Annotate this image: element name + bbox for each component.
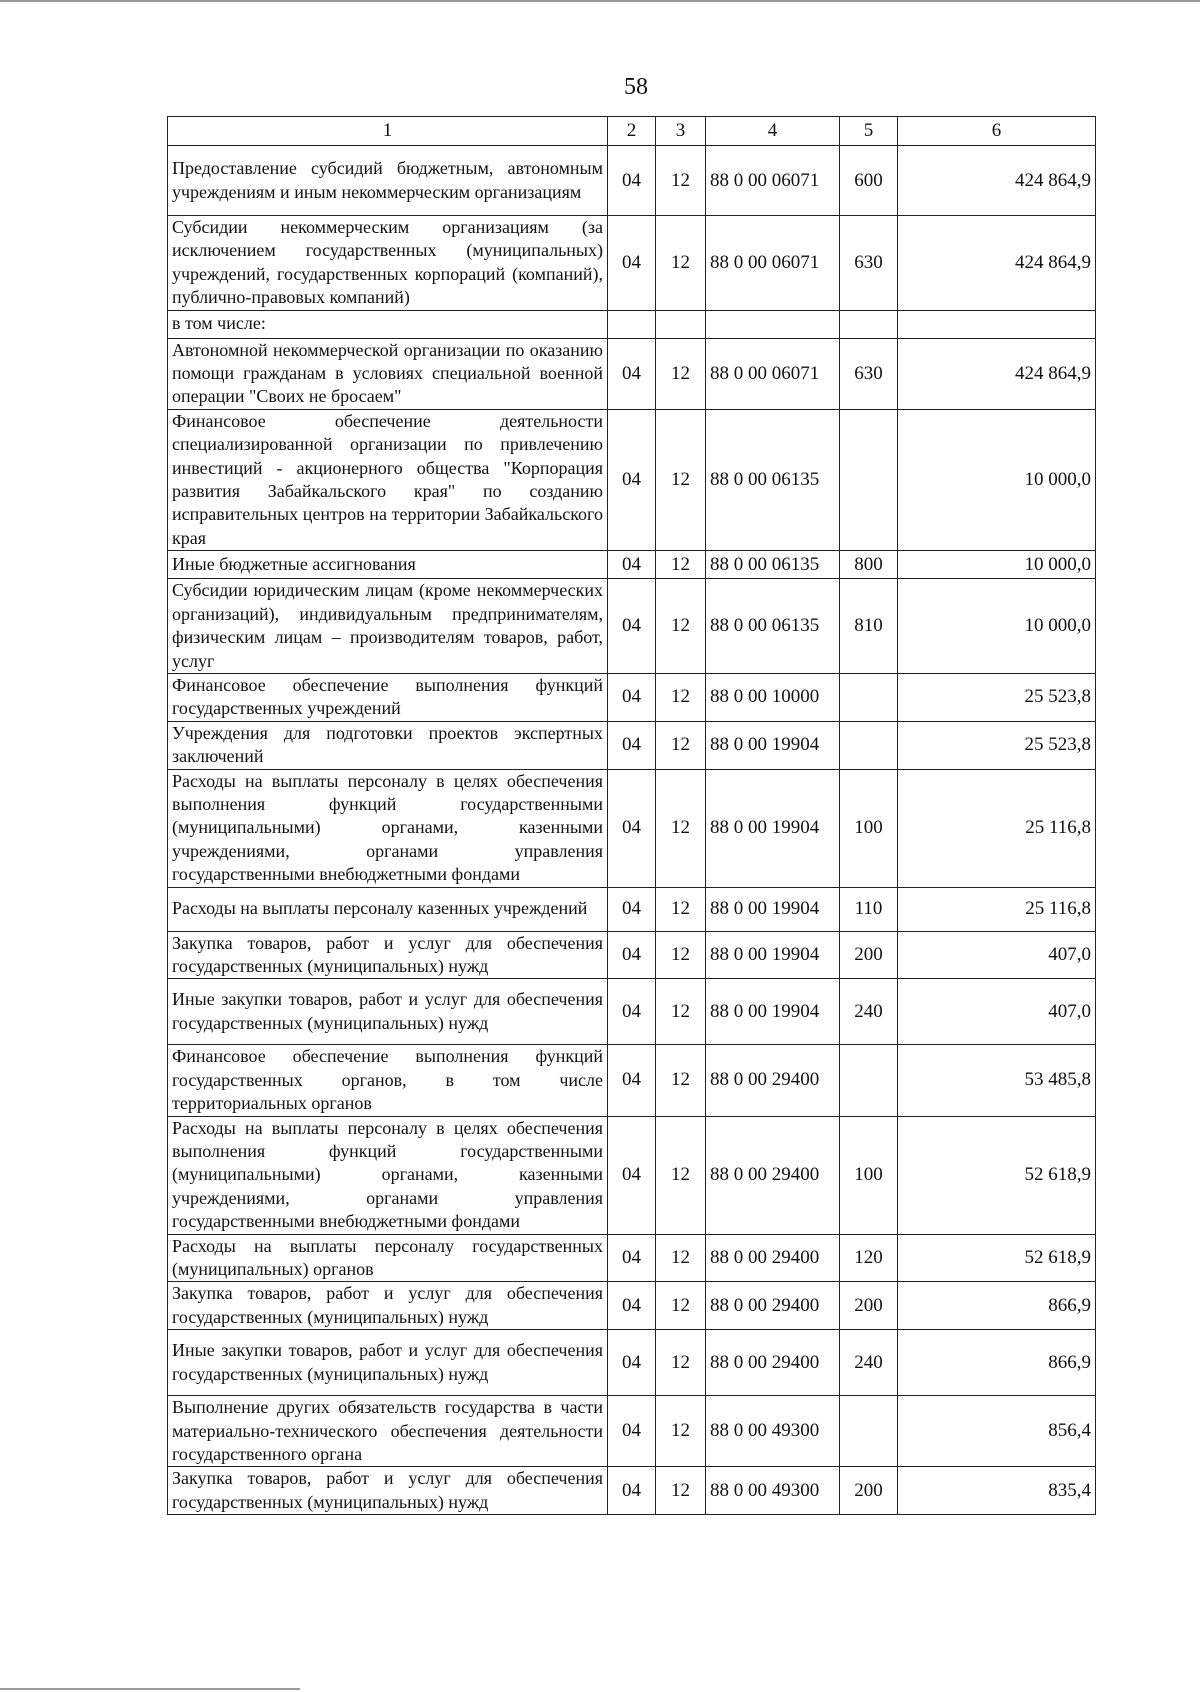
row-target-article: 88 0 00 29400 — [706, 1234, 840, 1282]
header-col-1: 1 — [168, 117, 608, 146]
row-target-article: 88 0 00 06071 — [706, 146, 840, 216]
table-row — [168, 551, 1096, 579]
row-section: 04 — [608, 769, 656, 887]
table-row — [168, 1330, 1096, 1396]
row-section — [608, 310, 656, 338]
budget-table — [167, 116, 1096, 1515]
row-subsection: 12 — [656, 216, 706, 311]
row-expense-type: 200 — [840, 1467, 898, 1515]
row-subsection: 12 — [656, 551, 706, 579]
row-target-article: 88 0 00 19904 — [706, 887, 840, 931]
row-subsection: 12 — [656, 409, 706, 550]
row-name: Иные закупки товаров, работ и услуг для обеспечения государственных (муниципальных) нужд — [168, 1330, 608, 1396]
row-amount: 10 000,0 — [898, 551, 1096, 579]
table-row — [168, 1234, 1096, 1282]
table-row — [168, 931, 1096, 979]
table-row — [168, 1045, 1096, 1116]
row-amount: 407,0 — [898, 931, 1096, 979]
row-expense-type: 200 — [840, 1282, 898, 1330]
row-name: Закупка товаров, работ и услуг для обеспечения государственных (муниципальных) нужд — [168, 1282, 608, 1330]
row-expense-type: 240 — [840, 979, 898, 1045]
row-expense-type: 600 — [840, 146, 898, 216]
row-name: Расходы на выплаты персоналу в целях обеспечения выполнения функций государственными (муниципальными) органами, казенными учреждениями, органами управления государственными внебюджетными фондами — [168, 769, 608, 887]
row-section: 04 — [608, 1282, 656, 1330]
row-expense-type — [840, 673, 898, 721]
header-col-5: 5 — [840, 117, 898, 146]
row-name: Финансовое обеспечение выполнения функций государственных органов, в том числе территориальных органов — [168, 1045, 608, 1116]
table-row — [168, 146, 1096, 216]
table-row — [168, 1282, 1096, 1330]
row-name: Выполнение других обязательств государства в части материально-технического обеспечения деятельности государственного органа — [168, 1396, 608, 1467]
row-expense-type — [840, 1045, 898, 1116]
row-name: Расходы на выплаты персоналу казенных учреждений — [168, 887, 608, 931]
row-target-article: 88 0 00 49300 — [706, 1467, 840, 1515]
row-amount: 52 618,9 — [898, 1234, 1096, 1282]
row-subsection: 12 — [656, 1234, 706, 1282]
row-section: 04 — [608, 1330, 656, 1396]
row-target-article: 88 0 00 29400 — [706, 1330, 840, 1396]
row-amount: 424 864,9 — [898, 146, 1096, 216]
row-expense-type: 110 — [840, 887, 898, 931]
row-amount: 866,9 — [898, 1330, 1096, 1396]
row-target-article: 88 0 00 06071 — [706, 216, 840, 311]
row-expense-type: 630 — [840, 338, 898, 409]
row-section: 04 — [608, 338, 656, 409]
table-row — [168, 673, 1096, 721]
row-section: 04 — [608, 409, 656, 550]
header-col-2: 2 — [608, 117, 656, 146]
row-amount — [898, 310, 1096, 338]
row-section: 04 — [608, 1234, 656, 1282]
row-expense-type — [840, 1396, 898, 1467]
row-subsection: 12 — [656, 1282, 706, 1330]
row-expense-type — [840, 721, 898, 769]
row-expense-type — [840, 310, 898, 338]
row-section: 04 — [608, 551, 656, 579]
table-row — [168, 1396, 1096, 1467]
row-amount: 10 000,0 — [898, 409, 1096, 550]
row-section: 04 — [608, 579, 656, 674]
row-subsection: 12 — [656, 1116, 706, 1234]
row-subsection — [656, 310, 706, 338]
page-number: 58 — [624, 74, 648, 100]
row-target-article: 88 0 00 19904 — [706, 979, 840, 1045]
row-subsection: 12 — [656, 979, 706, 1045]
row-target-article: 88 0 00 10000 — [706, 673, 840, 721]
row-section: 04 — [608, 216, 656, 311]
row-target-article: 88 0 00 19904 — [706, 721, 840, 769]
row-name: Учреждения для подготовки проектов экспертных заключений — [168, 721, 608, 769]
row-name: Закупка товаров, работ и услуг для обеспечения государственных (муниципальных) нужд — [168, 931, 608, 979]
row-expense-type: 120 — [840, 1234, 898, 1282]
row-name: Расходы на выплаты персоналу в целях обеспечения выполнения функций государственными (муниципальными) органами, казенными учреждениями, органами управления государственными внебюджетными фондами — [168, 1116, 608, 1234]
row-subsection: 12 — [656, 1330, 706, 1396]
scan-edge-top — [0, 0, 1200, 2]
row-target-article: 88 0 00 06135 — [706, 409, 840, 550]
row-subsection: 12 — [656, 931, 706, 979]
row-amount: 53 485,8 — [898, 1045, 1096, 1116]
row-name: Иные бюджетные ассигнования — [168, 551, 608, 579]
row-section: 04 — [608, 887, 656, 931]
row-subsection: 12 — [656, 579, 706, 674]
row-amount: 424 864,9 — [898, 216, 1096, 311]
row-amount: 407,0 — [898, 979, 1096, 1045]
table-row — [168, 721, 1096, 769]
row-expense-type: 630 — [840, 216, 898, 311]
table-row — [168, 769, 1096, 887]
row-target-article: 88 0 00 49300 — [706, 1396, 840, 1467]
row-subsection: 12 — [656, 1467, 706, 1515]
row-name: Субсидии некоммерческим организациям (за исключением государственных (муниципальных) учреждений, государственных корпораций (компаний), публично-правовых компаний) — [168, 216, 608, 311]
row-name: Предоставление субсидий бюджетным, автономным учреждениям и иным некоммерческим организациям — [168, 146, 608, 216]
row-amount: 856,4 — [898, 1396, 1096, 1467]
table-row — [168, 1467, 1096, 1515]
row-target-article: 88 0 00 29400 — [706, 1045, 840, 1116]
row-section: 04 — [608, 1467, 656, 1515]
header-col-3: 3 — [656, 117, 706, 146]
row-subsection: 12 — [656, 721, 706, 769]
row-subsection: 12 — [656, 1045, 706, 1116]
header-col-4: 4 — [706, 117, 840, 146]
scan-edge-bottom — [0, 1688, 300, 1690]
table-row — [168, 579, 1096, 674]
row-section: 04 — [608, 721, 656, 769]
row-amount: 52 618,9 — [898, 1116, 1096, 1234]
table-row — [168, 338, 1096, 409]
row-subsection: 12 — [656, 887, 706, 931]
row-name: Расходы на выплаты персоналу государственных (муниципальных) органов — [168, 1234, 608, 1282]
row-expense-type — [840, 409, 898, 550]
row-name: Автономной некоммерческой организации по оказанию помощи гражданам в условиях специальной военной операции "Своих не бросаем" — [168, 338, 608, 409]
table-row — [168, 887, 1096, 931]
row-name: Субсидии юридическим лицам (кроме некоммерческих организаций), индивидуальным предпринимателям, физическим лицам – производителям товаров, работ, услуг — [168, 579, 608, 674]
row-amount: 25 523,8 — [898, 721, 1096, 769]
row-amount: 866,9 — [898, 1282, 1096, 1330]
row-amount: 25 116,8 — [898, 887, 1096, 931]
row-target-article: 88 0 00 29400 — [706, 1116, 840, 1234]
row-name: Закупка товаров, работ и услуг для обеспечения государственных (муниципальных) нужд — [168, 1467, 608, 1515]
row-name: в том числе: — [168, 310, 608, 338]
row-target-article: 88 0 00 06135 — [706, 551, 840, 579]
row-amount: 25 116,8 — [898, 769, 1096, 887]
row-target-article: 88 0 00 19904 — [706, 769, 840, 887]
table-row — [168, 216, 1096, 311]
row-target-article — [706, 310, 840, 338]
table-row — [168, 1116, 1096, 1234]
row-subsection: 12 — [656, 1396, 706, 1467]
row-expense-type: 200 — [840, 931, 898, 979]
row-name: Финансовое обеспечение деятельности специализированной организации по привлечению инвестиций - акционерного общества "Корпорация развития Забайкальского края" по созданию исправительных центров на территории Забайкальского края — [168, 409, 608, 550]
row-expense-type: 800 — [840, 551, 898, 579]
row-amount: 10 000,0 — [898, 579, 1096, 674]
row-target-article: 88 0 00 06135 — [706, 579, 840, 674]
table-row — [168, 979, 1096, 1045]
row-subsection: 12 — [656, 769, 706, 887]
row-section: 04 — [608, 1116, 656, 1234]
row-subsection: 12 — [656, 146, 706, 216]
row-expense-type: 100 — [840, 1116, 898, 1234]
table-row — [168, 409, 1096, 550]
row-target-article: 88 0 00 29400 — [706, 1282, 840, 1330]
row-amount: 25 523,8 — [898, 673, 1096, 721]
row-expense-type: 240 — [840, 1330, 898, 1396]
row-section: 04 — [608, 146, 656, 216]
header-col-6: 6 — [898, 117, 1096, 146]
row-section: 04 — [608, 979, 656, 1045]
row-section: 04 — [608, 931, 656, 979]
table-body — [168, 146, 1096, 1515]
table-header-row — [168, 117, 1096, 146]
row-subsection: 12 — [656, 673, 706, 721]
row-section: 04 — [608, 1045, 656, 1116]
row-target-article: 88 0 00 19904 — [706, 931, 840, 979]
row-subsection: 12 — [656, 338, 706, 409]
row-amount: 835,4 — [898, 1467, 1096, 1515]
row-amount: 424 864,9 — [898, 338, 1096, 409]
row-expense-type: 100 — [840, 769, 898, 887]
row-expense-type: 810 — [840, 579, 898, 674]
row-section: 04 — [608, 673, 656, 721]
row-name: Финансовое обеспечение выполнения функций государственных учреждений — [168, 673, 608, 721]
row-target-article: 88 0 00 06071 — [706, 338, 840, 409]
table-row — [168, 310, 1096, 338]
row-section: 04 — [608, 1396, 656, 1467]
row-name: Иные закупки товаров, работ и услуг для обеспечения государственных (муниципальных) нужд — [168, 979, 608, 1045]
